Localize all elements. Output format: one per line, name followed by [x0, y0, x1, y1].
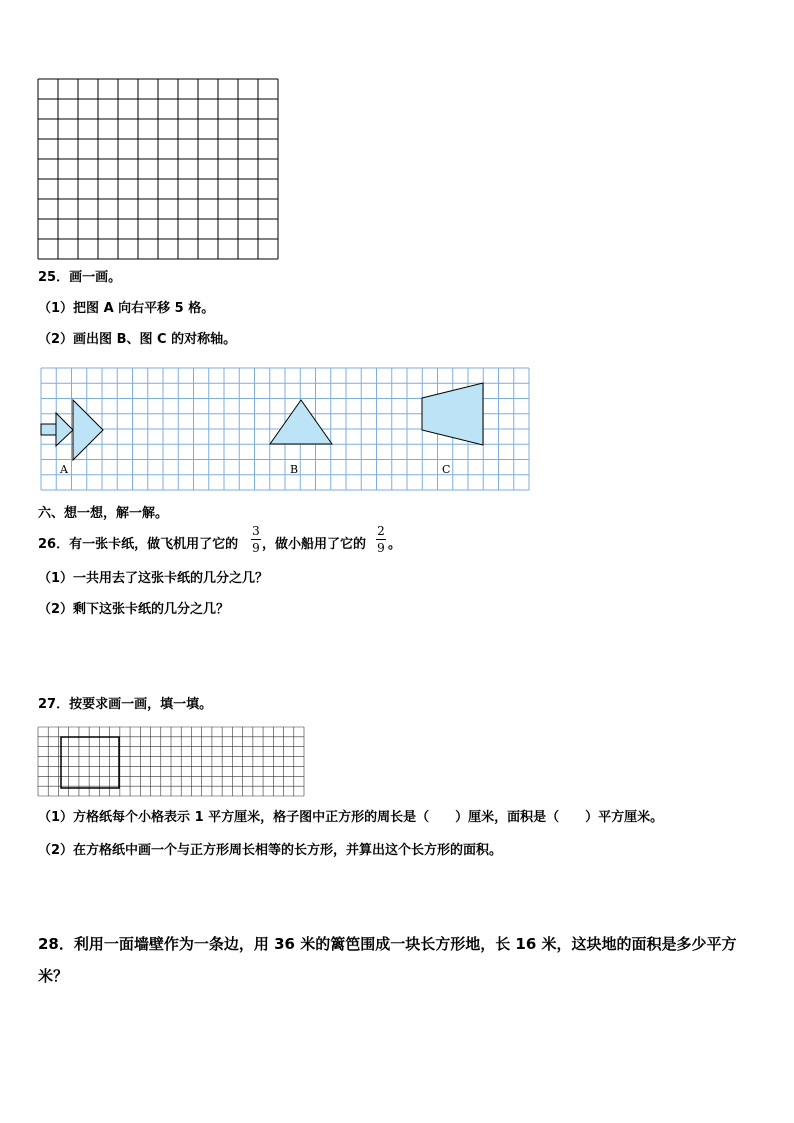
- q26-frac2-den: 9: [377, 541, 385, 555]
- label-a: A: [60, 463, 68, 476]
- q26-frac1-num: 3: [252, 524, 260, 538]
- q26-intro-c: 。: [388, 537, 402, 552]
- label-b: B: [290, 463, 299, 476]
- q26-intro-a: 26．有一张卡纸，做飞机用了它的: [38, 537, 239, 552]
- q25-title: 25．画一画。: [38, 270, 122, 285]
- q25-part2: （2）画出图 B、图 C 的对称轴。: [38, 332, 237, 347]
- q27-square: [61, 737, 119, 788]
- q26-part2: （2）剩下这张卡纸的几分之几？: [38, 602, 230, 617]
- q26-part1: （1）一共用去了这张卡纸的几分之几？: [38, 571, 269, 586]
- q27-part2: （2）在方格纸中画一个与正方形周长相等的长方形，并算出这个长方形的面积。: [38, 843, 503, 858]
- q27-title: 27．按要求画一画，填一填。: [38, 697, 213, 712]
- label-c: C: [442, 463, 451, 476]
- q26-frac1-den: 9: [252, 541, 260, 555]
- q26-frac2-num: 2: [377, 524, 385, 538]
- q27-part1: （1）方格纸每个小格表示 1 平方厘米，格子图中正方形的周长是（ ）厘米，面积是（ ）平方厘米。: [38, 810, 664, 825]
- q26-intro-b: ，做小船用了它的: [262, 537, 367, 552]
- q25-part1: （1）把图 A 向右平移 5 格。: [38, 301, 215, 316]
- q28-line1: 28．利用一面墙壁作为一条边，用 36 米的篱笆围成一块长方形地，长 16 米，这块地的面积是多少平方: [38, 935, 737, 953]
- section6-title: 六、想一想，解一解。: [38, 506, 169, 521]
- q28-line2: 米？: [38, 967, 69, 985]
